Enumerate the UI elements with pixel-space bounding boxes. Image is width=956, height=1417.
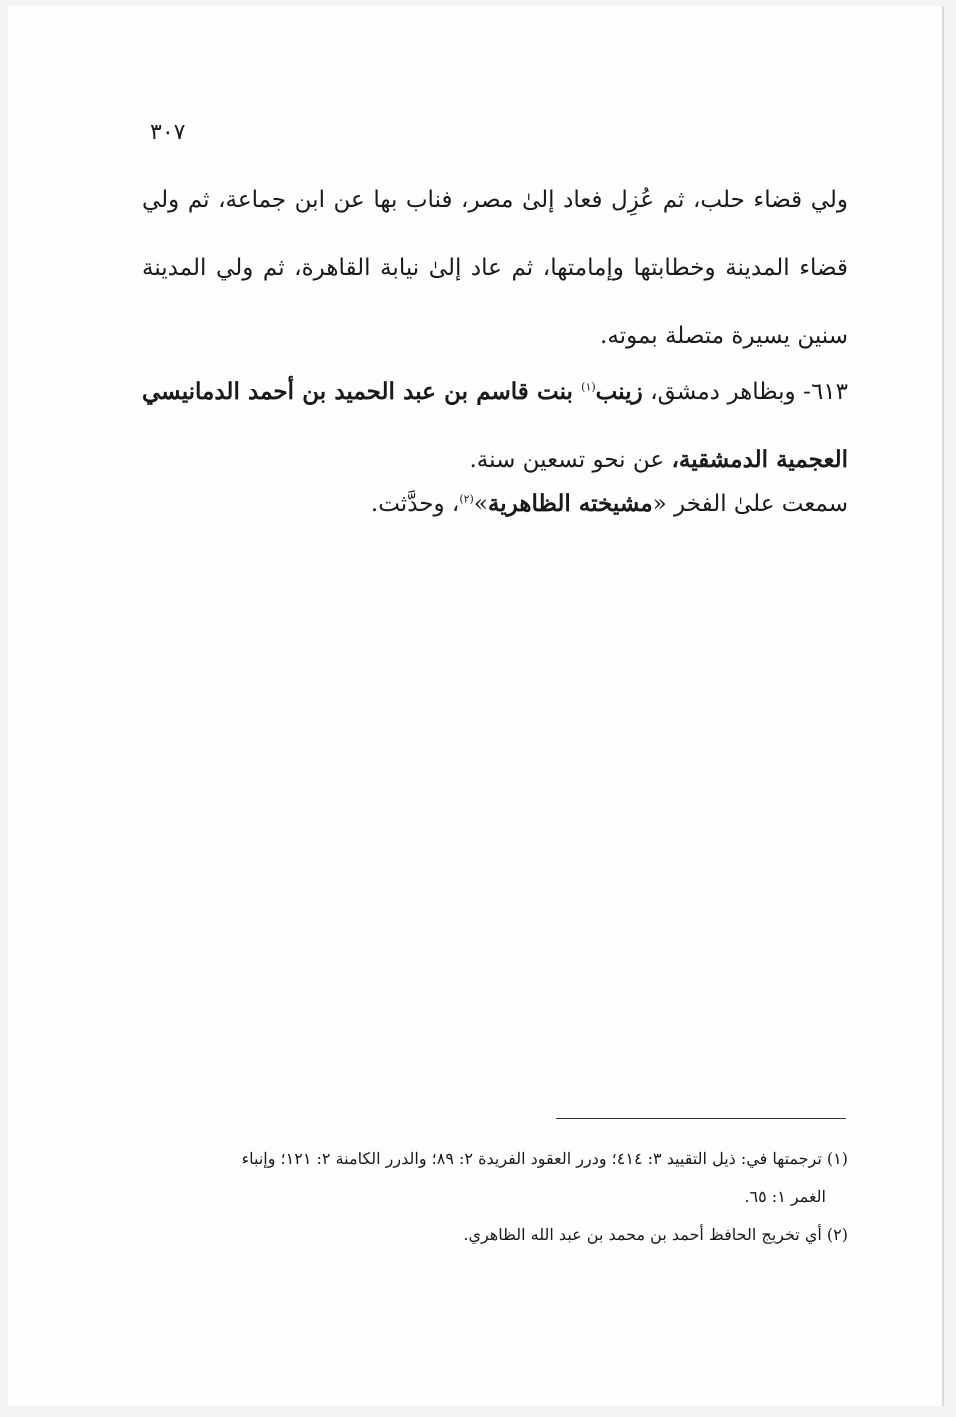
footnotes: [138, 1140, 848, 1254]
footnote-separator: [556, 1118, 846, 1119]
footnote-2-text: أي تخريج الحافظ أحمد بن محمد بن عبد الله الظاهري.: [463, 1225, 827, 1244]
body-paragraph: ولي قضاء حلب، ثم عُزِل فعاد إلىٰ مصر، فناب بها عن ابن جماعة، ثم ولي قضاء المدينة وخطابتها وإمامتها، ثم عاد إلىٰ نيابة القاهرة، ثم ولي المدينة سنين يسيرة متصلة بموته.: [142, 187, 848, 349]
footnote-1-continuation: الغمر ١: ٦٥.: [744, 1187, 826, 1206]
entry-age: عن نحو تسعين سنة.: [469, 447, 672, 473]
book-title: مشيخته الظاهرية: [487, 490, 653, 517]
book-page: [8, 6, 944, 1406]
sama-end: ، وحدَّثت.: [370, 491, 460, 517]
close-quote: »: [473, 491, 488, 517]
entry-full-name: بنت قاسم بن عبد الحميد بن أحمد الدمانيسي العجمية الدمشقية،: [142, 378, 848, 473]
page-number: ٣٠٧: [150, 120, 186, 145]
entry-number-and-place: ٦١٣- وبظاهر دمشق،: [642, 379, 848, 405]
footnote-1-text: ترجمتها في: ذيل التقييد ٣: ٤١٤؛ ودرر العقود الفريدة ٢: ٨٩؛ والدرر الكامنة ٢: ١٢١؛ وإنباء: [241, 1149, 827, 1168]
footnote-2: [138, 1216, 848, 1254]
entry-name: زينب: [595, 378, 643, 405]
sama-prefix: سمعت علىٰ الفخر «: [652, 491, 848, 517]
footnote-1: [138, 1140, 848, 1216]
biography-entry: [142, 358, 848, 494]
footnote-1-marker: (١): [826, 1149, 848, 1168]
sama-line: [142, 484, 848, 524]
footnote-ref-2[interactable]: (٢): [459, 492, 474, 506]
footnote-2-marker: (٢): [826, 1225, 848, 1244]
footnote-ref-1[interactable]: (١): [581, 380, 596, 394]
